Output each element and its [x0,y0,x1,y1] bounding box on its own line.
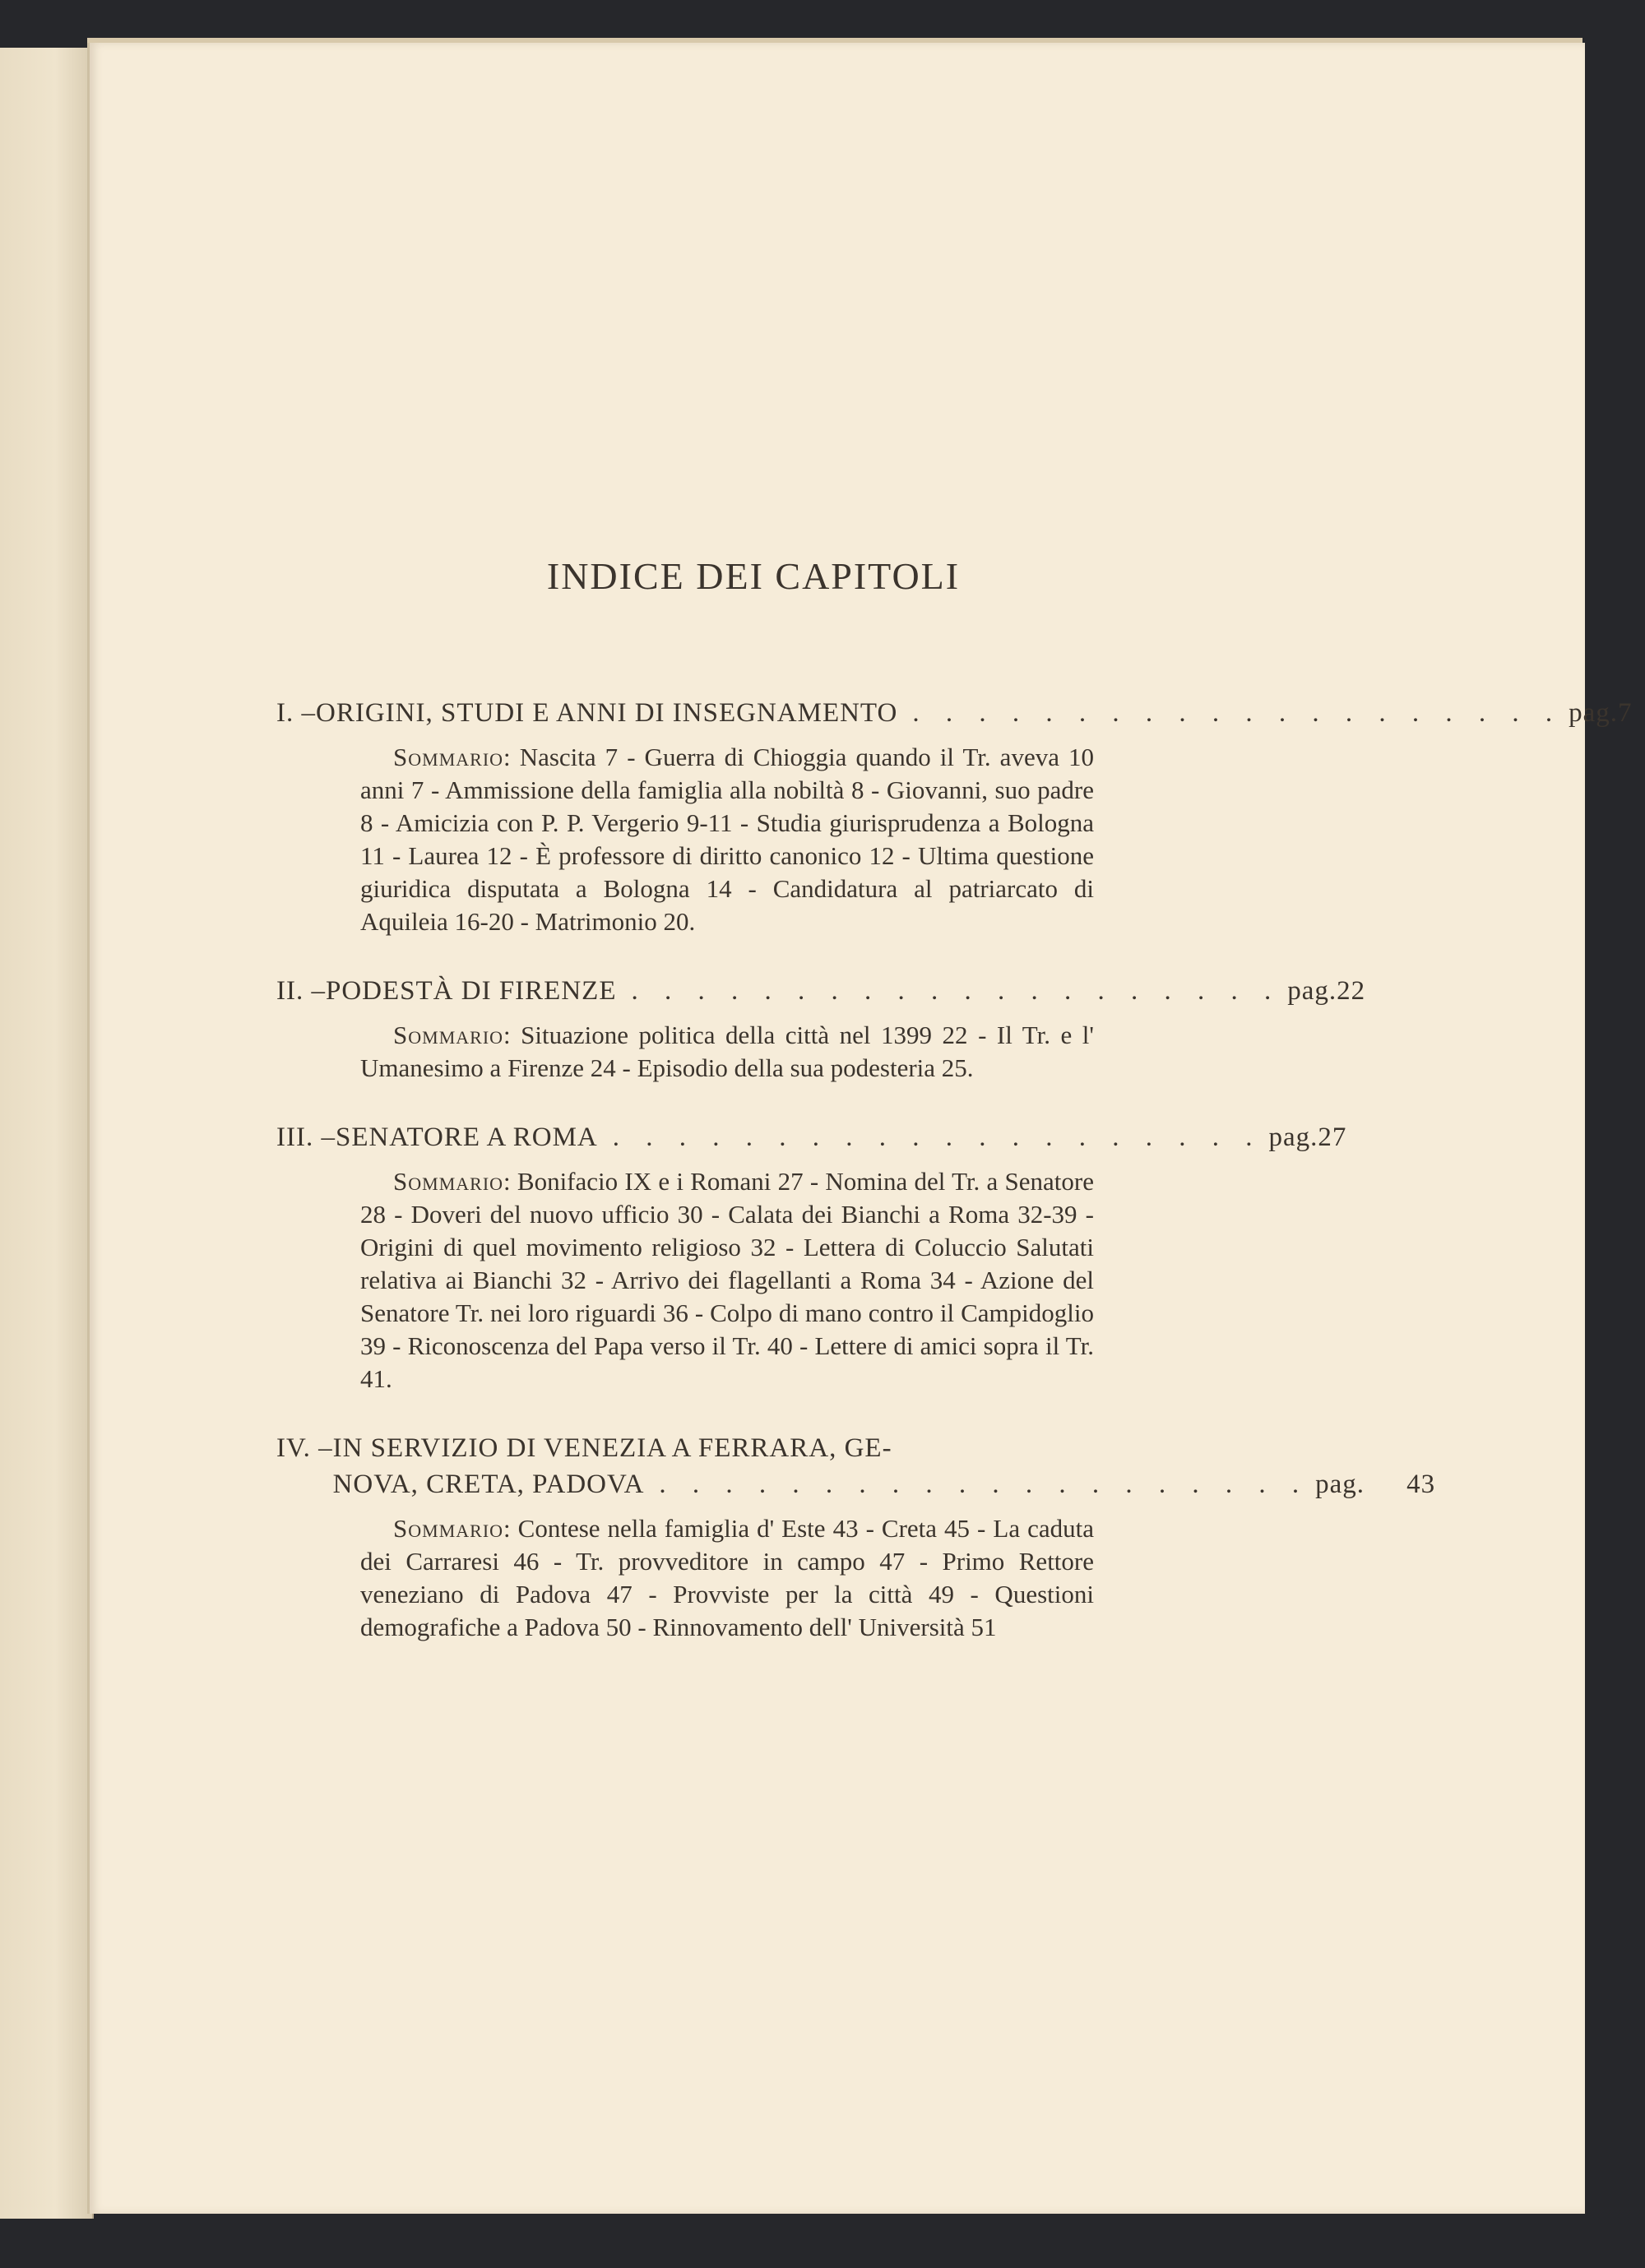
table-of-contents [276,526,1633,1678]
dot-leader: . . . . . . . . . . . . . . . . . . . . [631,976,1281,1006]
chapter-entry-4 [276,1430,1436,1644]
chapter-page-number: 22 [1337,976,1366,1006]
chapter-entry-2 [276,973,1366,1085]
chapter-number: II. – [276,976,326,1006]
chapter-entry-3 [276,1119,1347,1396]
pag-label: pag. [1315,1470,1365,1499]
chapter-page-number: 43 [1406,1470,1436,1499]
chapter-number: IV. – [276,1433,333,1463]
chapter-title-line-2-row [333,1466,1435,1502]
chapter-summary: Sommario: Contese nella famiglia d' Este 43 - Creta 45 - La caduta dei Carraresi 46 - Tr. provveditore in campo 47 - Primo Rettore veneziano di Padova 47 - Provviste per la città 49 - Questioni demografiche a Padova 50 - Rinnovamento dell' Università 51 [360,1514,1094,1641]
chapter-number: III. – [276,1122,336,1152]
chapter-title: PODESTÀ DI FIRENZE [325,976,617,1006]
summary-text: Nascita 7 - Guerra di Chioggia quando il Tr. aveva 10 anni 7 - Ammissione della famiglia alla nobiltà 8 - Giovanni, suo padre 8 - Amicizia con P. P. Vergerio 9-11 - Studia giurisprudenza a Bologna 11 - Laurea 12 - È professore di diritto canonico 12 - Ultima questione giuridica disputata a Bologna 14 - Candidatura al patriarcato di Aquileia 16-20 - Matrimonio 20. [360,743,1094,936]
chapter-heading [276,1119,1347,1155]
chapter-summary: Sommario: Bonifacio IX e i Romani 27 - Nomina del Tr. a Senatore 28 - Doveri del nuovo ufficio 30 - Calata dei Bianchi a Roma 32-39 - Origini di quel movimento religioso 32 - Lettera di Coluccio Salutati relativa ai Bianchi 32 - Arrivo dei flagellanti a Roma 34 - Azione del Senatore Tr. nei loro riguardi 36 - Colpo di mano contro il Campidoglio 39 - Riconoscenza del Papa verso il Tr. 40 - Lettere di amici sopra il Tr. 41. [360,1167,1094,1393]
chapter-title: SENATORE A ROMA [335,1122,598,1152]
summary-label: Sommario [393,1167,504,1196]
chapter-summary: Sommario: Situazione politica della città nel 1399 22 - Il Tr. e l' Umanesimo a Firenze 24 - Episodio della sua podesteria 25. [360,1021,1094,1082]
page-title: INDICE DEI CAPITOLI [546,555,961,597]
chapter-heading [276,1430,1436,1502]
dot-leader: . . . . . . . . . . . . . . . . . . . . [659,1470,1309,1499]
facing-page-edge [0,48,94,2219]
chapter-heading [276,695,1633,731]
chapter-summary: Sommario: Nascita 7 - Guerra di Chioggia quando il Tr. aveva 10 anni 7 - Ammissione della famiglia alla nobiltà 8 - Giovanni, suo padre 8 - Amicizia con P. P. Vergerio 9-11 - Studia giurisprudenza a Bologna 11 - Laurea 12 - È professore di diritto canonico 12 - Ultima questione giuridica disputata a Bologna 14 - Candidatura al patriarcato di Aquileia 16-20 - Matrimonio 20. [360,743,1094,936]
summary-text: Bonifacio IX e i Romani 27 - Nomina del Tr. a Senatore 28 - Doveri del nuovo ufficio 30 - Calata dei Bianchi a Roma 32-39 - Origini di quel movimento religioso 32 - Lettera di Coluccio Salutati relativa ai Bianchi 32 - Arrivo dei flagellanti a Roma 34 - Azione del Senatore Tr. nei loro riguardi 36 - Colpo di mano contro il Campidoglio 39 - Riconoscenza del Papa verso il Tr. 40 - Lettere di amici sopra il Tr. 41. [360,1167,1094,1393]
chapter-title-line-2: NOVA, CRETA, PADOVA [332,1470,645,1499]
chapter-page-number: 27 [1318,1122,1347,1152]
chapter-title [333,1430,1435,1502]
chapter-title-line-1: IN SERVIZIO DI VENEZIA A FERRARA, GE- [332,1433,892,1463]
summary-text: Situazione politica della città nel 1399 22 - Il Tr. e l' Umanesimo a Firenze 24 - Episodio della sua podesteria 25. [360,1021,1094,1082]
dot-leader: . . . . . . . . . . . . . . . . . . . . [912,698,1563,728]
chapter-heading [276,973,1366,1009]
chapter-number: I. – [276,698,316,728]
summary-label: Sommario [393,1021,504,1049]
chapter-title: ORIGINI, STUDI E ANNI DI INSEGNAMENTO [316,698,898,728]
summary-label: Sommario [393,743,504,771]
chapter-page-number: 7 [1618,698,1633,728]
summary-text: Contese nella famiglia d' Este 43 - Creta 45 - La caduta dei Carraresi 46 - Tr. provveditore in campo 47 - Primo Rettore veneziano di Padova 47 - Provviste per la città 49 - Questioni demografiche a Padova 50 - Rinnovamento dell' Università 51 [360,1514,1094,1641]
pag-label: pag. [1268,1122,1318,1152]
chapter-entry-1 [276,695,1633,938]
pag-label: pag. [1287,976,1337,1006]
pag-label: pag. [1569,698,1618,728]
dot-leader: . . . . . . . . . . . . . . . . . . . . [612,1122,1263,1152]
summary-label: Sommario [393,1514,504,1543]
